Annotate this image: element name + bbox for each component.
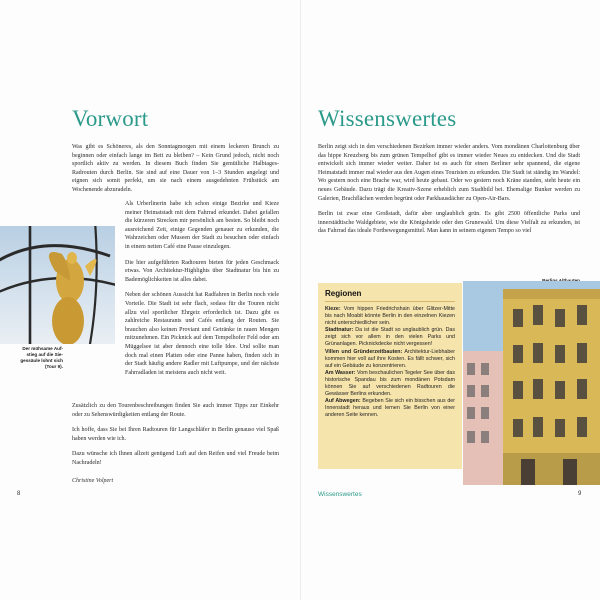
paragraph: Neben der schönen Aussicht hat Radfahren in Berlin noch viele Vorteile. Die Stadt ist sehr flach, sodass für die Touren nicht allzu viel sportlicher Ehrgeiz erforderlich ist. Dazu gibt es zahlreiche Restaurants und Cafés entlang der Routen. Sie brauchen also keinen Proviant und Getränke in rauen Mengen mitzunehmen. Ein Picknick auf dem Tempelhofer Feld oder am Müggelsee ist aber dennoch eine tolle Idee. Und sollte man doch mal einen Platten oder eine Panne haben, finden sich in der Stadt häufig andere Radler mit Luftpumpe, und der nächste Fahrradladen ist meistens auch nicht weit.	[125, 292, 279, 376]
paragraph: Was gibt es Schöneres, als den Sonntagmorgen mit einem leckeren Brunch zu beginnen oder einfach lange im Bett zu bleiben? – Kein Grund jedoch, nicht noch sportlich aktiv zu werden. In diesem Buch finden Sie gemütliche Halbtages-Radrouten durch Berlin. Sie sind auf eine Dauer von 1–3 Stunden angelegt und eignen sich somit perfekt, um sie nach einem ausgedehnten Frühstück am Wochenende abzuradeln.	[72, 144, 279, 193]
left-page-text-top	[72, 143, 279, 202]
buildings-illustration	[463, 281, 600, 485]
paragraph: Zusätzlich zu den Tourenbeschreibungen finden Sie auch immer Tipps zur Einkehr oder zu Sehenswürdigkeiten entlang der Route.	[72, 403, 279, 418]
box-divider	[325, 301, 455, 302]
paragraph: Die hier aufgeführten Radtouren bieten für jeden Geschmack etwas. Von Architektur-Highlights über Stadtnatur bis hin zu Bademöglichkeiten ist alles dabei.	[125, 259, 279, 283]
paragraph: Als Urberlinerin habe ich schon einige Bezirke und Kieze meiner Heimatstadt mit dem Fahrrad erkundet. Dabei gefallen die kürzeren Strecken mir persönlich am besten. So bleibt noch ausreichend Zeit, einige Gegenden genauer zu erkunden, die Wahrzeichen oder Museen der Stadt zu besuchen oder einfach in einem netten Café eine Pause einzulegen.	[125, 201, 279, 250]
running-head: Wissenswertes	[318, 491, 362, 498]
left-page-heading: Vorwort	[72, 106, 149, 131]
box-item-kieze: Kieze: Vom hippen Friedrichshain über Glitzer-Mitte bis nach Moabit könnte Berlin in den einzelnen Kiezen nicht unterschiedlicher sein.	[325, 306, 455, 327]
left-page-text-bottom	[72, 402, 279, 475]
page-number-left: 8	[17, 491, 21, 497]
paragraph: Ich hoffe, dass Sie bei Ihren Radtouren für Langschläfer in Berlin genauso viel Spaß haben werden wie ich.	[72, 427, 279, 442]
victoria-statue-photo	[0, 226, 115, 344]
box-item-villen: Villen und Gründerzeitbauten: Architektur-Liebhaber kommen hier voll auf ihre Kosten. Es fällt schwer, sich auf ein Gebäude zu konzentrieren.	[325, 348, 455, 369]
right-page-text	[318, 143, 580, 243]
paragraph: Berlin zeigt sich in den verschiedenen Bezirken immer wieder anders. Vom mondänen Charlottenburg über das hippe Kreuzberg bis zum grünen Tempelhof gibt es immer wieder Neues zu entdecken. Und die Stadt entwickelt sich immer wieder weiter. Daher ist es auch für einen Berliner sehr spannend, die eigene Heimatstadt immer mal wieder aus den Augen eines Touristen zu erkunden. Die Stadt ist ständig im Wandel: Wo gestern noch eine Brache war, wird heute gebaut. Oder wo gestern noch Kräne standen, steht heute ein neues Gebäude. Dazu trägt die Kreativ-Szene erheblich zum Stadtbild bei. Ehemalige Bunker werden zu Galerien, Brachflächen werden begrünt oder Parkhausdächer zu Open-Air-Bars.	[318, 144, 580, 202]
paragraph: Dazu wünsche ich Ihnen allzeit genügend Luft auf den Reifen und viel Freude beim Nachradeln!	[72, 451, 279, 466]
left-photo-caption: Der mühsame Auf- stieg auf die Sie- gessäule lohnt sich (Tour 9).	[20, 346, 63, 369]
box-item-auf-abwegen: Auf Abwegen: Begeben Sie sich ein bisschen aus der Innenstadt heraus und lernen Sie Berlin von einer anderen Seite kennen.	[325, 398, 455, 419]
box-item-am-wasser: Am Wasser: Vom beschaulichen Tegeler See über das historische Spandau bis zum mondänen Potsdam können Sie auf verschiedenen Radtouren die Gewässer Berlins erkunden.	[325, 369, 455, 398]
box-title: Regionen	[325, 289, 362, 298]
page-number-right: 9	[578, 491, 582, 497]
box-item-stadtnatur: Stadtnatur: Da ist die Stadt so unglaublich grün. Das zeigt sich vor allem in den vielen Parks und Grünanlagen. Picknickdecke nicht vergessen!	[325, 327, 455, 348]
author-signature: Christine Volpert	[72, 478, 114, 484]
statue-illustration	[0, 226, 115, 344]
regionen-box	[318, 283, 462, 469]
left-page-text-middle	[125, 200, 279, 377]
right-page-heading: Wissenswertes	[318, 106, 457, 131]
altbauten-photo	[463, 281, 600, 485]
page-fold	[300, 0, 301, 600]
paragraph: Berlin ist zwar eine Großstadt, dafür aber unglaublich grün. Es gibt 2500 öffentliche Parks und innerstädtische Waldgebiete, wie die Königsheide oder den Grunewald. Um diese Vielfalt zu erkunden, ist das Fahrrad das ideale Fortbewegungsmittel. Man kann in seinem eigenen Tempo so viel	[318, 211, 580, 235]
